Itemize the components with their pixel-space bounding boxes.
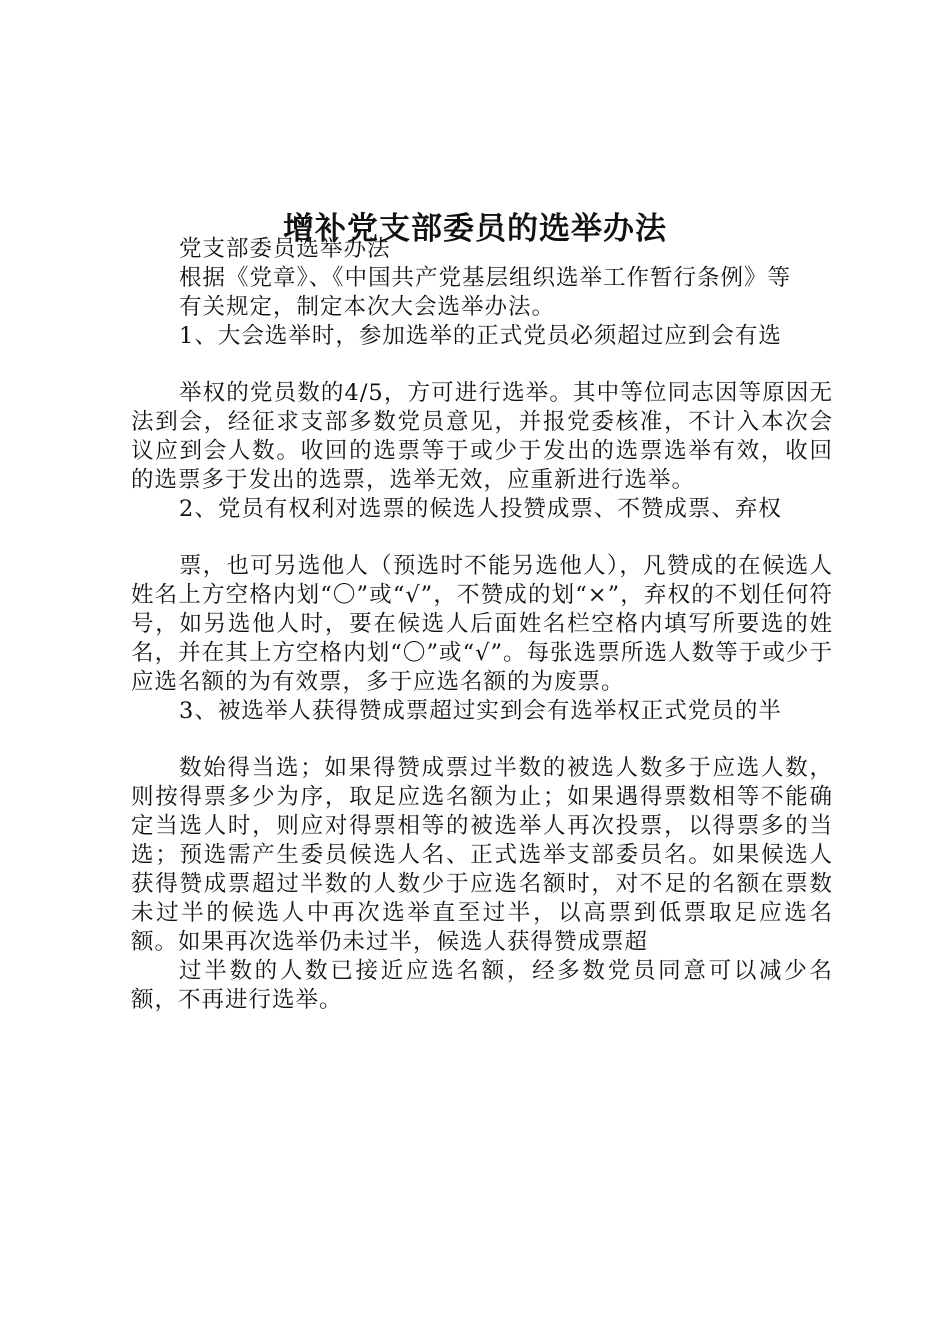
document-title: 增补党支部委员的选举办法 bbox=[283, 210, 667, 247]
paragraph-rule-3-cont: 数始得当选；如果得赞成票过半数的被选人数多于应选人数，则按得票多少为序，取足应选名额为止；如果遇得票数相等不能确定当选人时，则应对得票相等的被选举人再次投票，以得票多的当选；预选需产生委员候选人名、正式选举支部委员名。如果候选人获得赞成票超过半数的人数少于应选名额时，对不足的名额在票数未过半的候选人中再次选举直至过半，以高票到低票取足应选名额。如果再次选举仍未过半，候选人获得赞成票超 bbox=[131, 755, 833, 955]
paragraph-basis-cont: 有关规定，制定本次大会选举办法。 bbox=[179, 294, 556, 320]
paragraph-rule-1-cont: 举权的党员数的4/5，方可进行选举。其中等位同志因等原因无法到会，经征求支部多数党员意见，并报党委核准，不计入本次会议应到会人数。收回的选票等于或少于发出的选票选举有效，收回的选票多于发出的选票，选举无效，应重新进行选举。 bbox=[131, 380, 833, 493]
paragraph-rule-1: 1、大会选举时，参加选举的正式党员必须超过应到会有选 bbox=[179, 323, 782, 349]
paragraph-basis: 根据《党章》、《中国共产党基层组织选举工作暂行条例》等 bbox=[179, 265, 792, 291]
paragraph-rule-2-cont: 票，也可另选他人（预选时不能另选他人），凡赞成的在候选人姓名上方空格内划“〇”或“√”，不赞成的划“×”，弃权的不划任何符号，如另选他人时，要在候选人后面姓名栏空格内填写所要选的姓名，并在其上方空格内划“〇”或“√”。每张选票所选人数等于或少于应选名额的为有效票，多于应选名额的为废票。 bbox=[131, 553, 833, 695]
document-body bbox=[131, 235, 833, 1015]
paragraph-rule-3: 3、被选举人获得赞成票超过实到会有选举权正式党员的半 bbox=[179, 698, 782, 724]
paragraph-rule-3-end: 过半数的人数已接近应选名额，经多数党员同意可以减少名额，不再进行选举。 bbox=[131, 958, 833, 1013]
paragraph-rule-2: 2、党员有权利对选票的候选人投赞成票、不赞成票、弃权 bbox=[179, 496, 782, 522]
paragraph-heading: 党支部委员选举办法 bbox=[179, 236, 391, 262]
